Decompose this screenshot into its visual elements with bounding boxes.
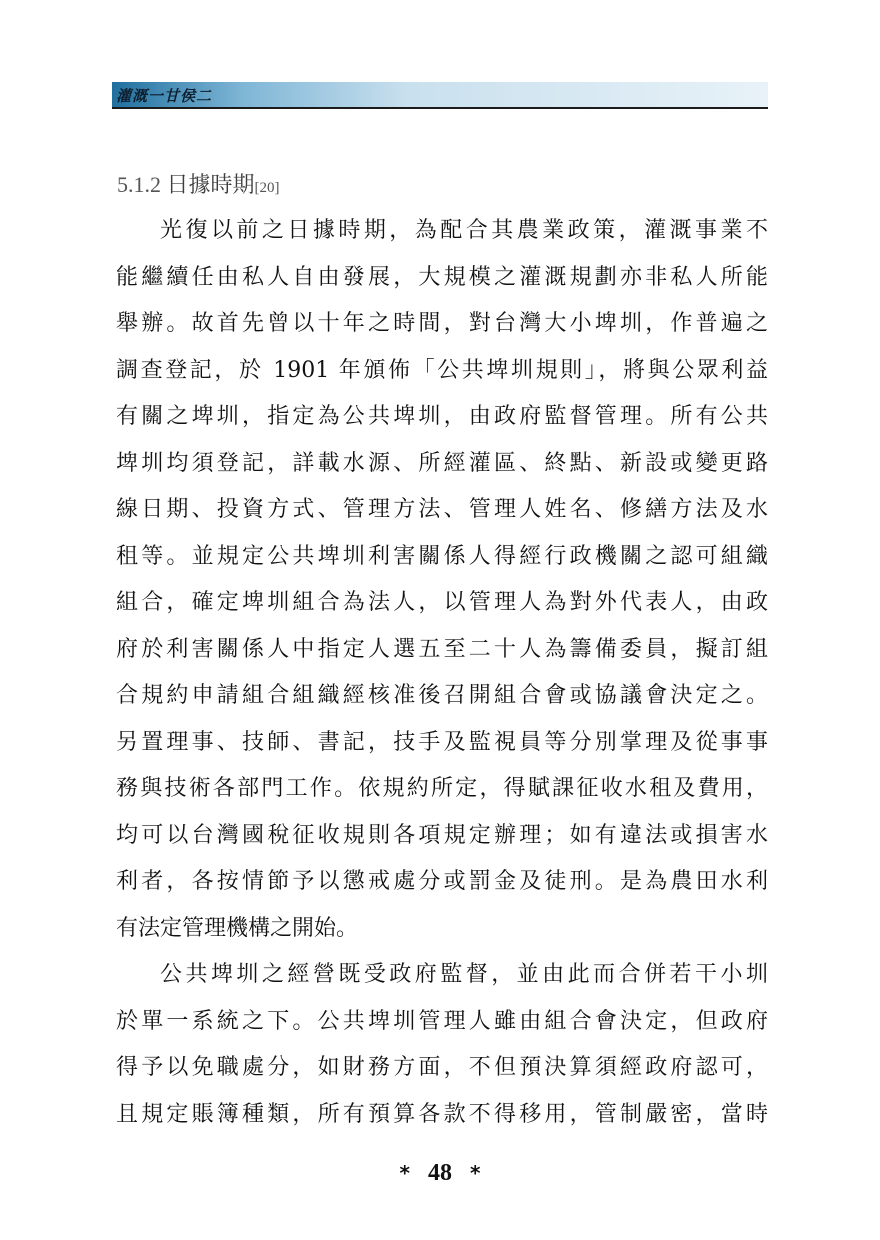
body-text — [116, 208, 768, 1138]
text-line: 務與技術各部門工作。依規約所定，得賦課征收水租及費用， — [116, 776, 768, 801]
text-line: 公共埤圳之經營既受政府監督，並由此而合併若干小圳 — [160, 962, 768, 987]
running-header-title: 灌溉一甘侯二 — [116, 87, 213, 105]
text-line: 利者，各按情節予以懲戒處分或罰金及徒刑。是為農田水利 — [116, 869, 768, 894]
text-line: 且規定賬簿種類，所有預算各款不得移用，管制嚴密，當時 — [116, 1101, 768, 1127]
text-line: 合規約申請組合組織經核准後召開組合會或協議會決定之。 — [116, 683, 768, 708]
footer-star-left: * — [399, 1161, 410, 1185]
text-line: 舉辦。故首先曾以十年之時間，對台灣大小埤圳，作普遍之 — [116, 311, 768, 336]
text-line: 能繼續任由私人自由發展，大規模之灌溉規劃亦非私人所能 — [116, 264, 768, 290]
text-line: 得予以免職處分，如財務方面，不但預決算須經政府認可， — [116, 1055, 768, 1080]
page-number: 48 — [428, 1160, 452, 1186]
text-line: 有法定管理機構之開始。 — [116, 915, 359, 941]
section-reference: [20] — [254, 180, 280, 196]
section-heading — [117, 168, 280, 199]
header-rule — [112, 107, 768, 109]
text-line: 租等。並規定公共埤圳利害關係人得經行政機關之認可組織 — [116, 543, 768, 569]
text-line: 於單一系統之下。公共埤圳管理人雖由組合會決定，但政府 — [116, 1008, 768, 1034]
page-footer — [0, 1160, 880, 1187]
text-line: 組合，確定埤圳組合為法人，以管理人為對外代表人，由政 — [116, 590, 768, 615]
text-line: 線日期、投資方式、管理方法、管理人姓名、修繕方法及水 — [116, 497, 768, 522]
text-line: 另置理事、技師、書記，技手及監視員等分別掌理及從事事 — [116, 729, 768, 755]
text-line: 光復以前之日據時期，為配合其農業政策，灌溉事業不 — [160, 218, 768, 243]
footer-star-right: * — [470, 1161, 481, 1185]
text-line: 有關之埤圳，指定為公共埤圳，由政府監督管理。所有公共 — [116, 404, 768, 429]
section-title: 日據時期 — [166, 173, 255, 198]
text-line: 府於利害關係人中指定人選五至二十人為籌備委員，擬訂組 — [116, 636, 768, 662]
text-line: 均可以台灣國稅征收規則各項規定辦理；如有違法或損害水 — [116, 822, 768, 848]
text-line: 埤圳均須登記，詳載水源、所經灌區、終點、新設或變更路 — [116, 450, 768, 476]
section-number: 5.1.2 — [117, 172, 167, 197]
text-line: 調查登記，於 1901 年頒佈「公共埤圳規則」，將與公眾利益 — [116, 357, 768, 383]
